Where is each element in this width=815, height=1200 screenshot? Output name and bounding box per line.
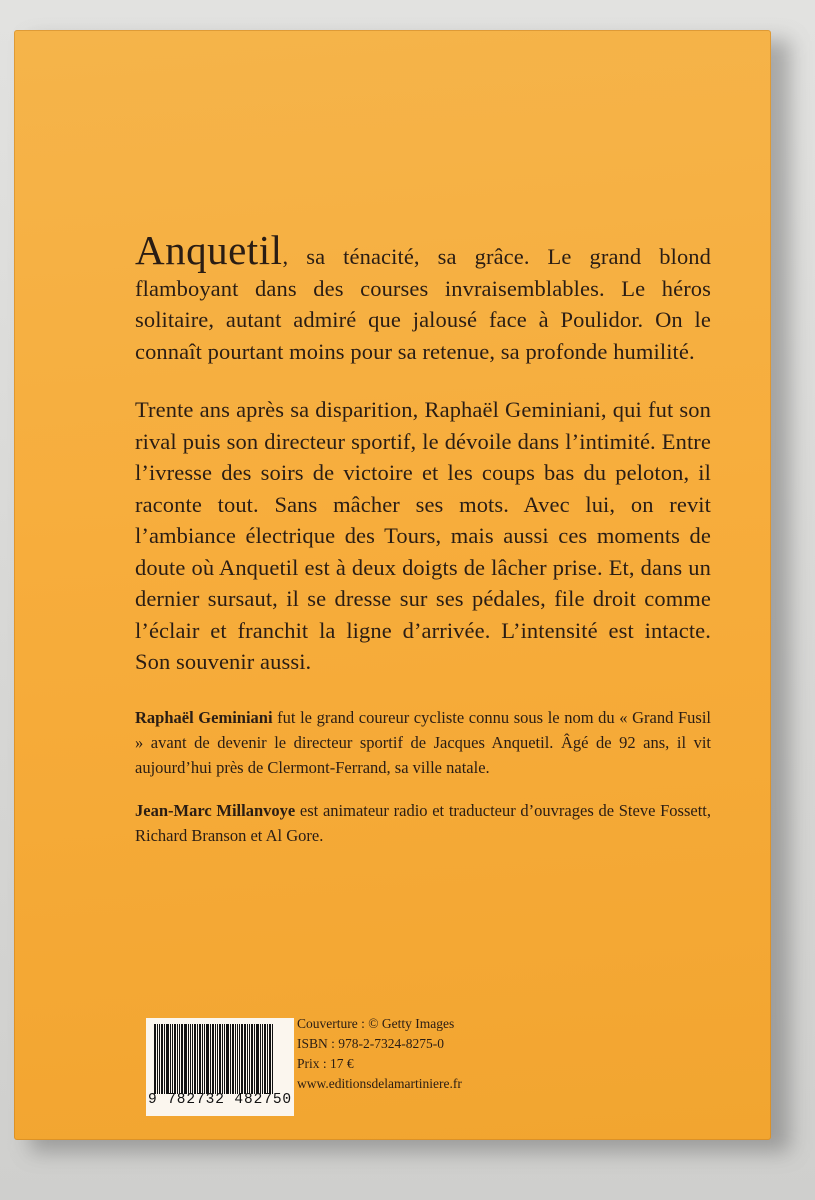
barcode bbox=[146, 1018, 294, 1116]
barcode-bar bbox=[204, 1024, 205, 1094]
barcode-bar bbox=[212, 1024, 214, 1094]
lead-word: Anquetil bbox=[135, 227, 283, 273]
barcode-bar bbox=[217, 1024, 218, 1094]
barcode-bar bbox=[172, 1024, 173, 1094]
barcode-bar bbox=[166, 1024, 169, 1094]
barcode-bar bbox=[188, 1024, 189, 1094]
barcode-bar bbox=[256, 1024, 259, 1094]
barcode-bar bbox=[164, 1024, 165, 1094]
imprint-block bbox=[297, 1014, 462, 1094]
author-name-millanvoye: Jean-Marc Millanvoye bbox=[135, 800, 296, 820]
barcode-bar bbox=[179, 1024, 180, 1094]
barcode-bar bbox=[260, 1024, 261, 1094]
barcode-bar bbox=[241, 1024, 243, 1094]
barcode-bar bbox=[254, 1024, 255, 1094]
barcode-bar bbox=[199, 1024, 201, 1094]
isbn: ISBN : 978-2-7324-8275-0 bbox=[297, 1036, 444, 1051]
blurb-paragraph-2: Trente ans après sa disparition, Raphaël Geminiani, qui fut son rival puis son directeur sportif, le dévoile dans l’intimité. Entre l’ivresse des soirs de victoire et les coups bas du peloton, il raconte tout. Sans mâcher ses mots. Avec lui, on revit l’ambiance électrique des Tours, mais aussi ces moments de doute où Anquetil est à deux doigts de lâcher prise. Et, dans un dernier sursaut, il se dresse sur ses pédales, file droit comme l’éclair et franchit la ligne d’arrivée. L’intensité est intacte. Son souvenir aussi. bbox=[135, 397, 711, 674]
barcode-bar bbox=[202, 1024, 203, 1094]
author-bio-millanvoye bbox=[135, 798, 711, 848]
barcode-bar bbox=[247, 1024, 248, 1094]
barcode-bar bbox=[222, 1024, 223, 1094]
barcode-bar bbox=[272, 1024, 273, 1094]
barcode-bar bbox=[206, 1024, 209, 1094]
barcode-bar bbox=[239, 1024, 240, 1094]
barcode-bar bbox=[174, 1024, 176, 1094]
author-bio-geminiani-text: fut le grand coureur cycliste connu sous le nom du « Grand Fusil » avant de devenir le directeur sportif de Jacques Anquetil. Âgé de 92 ans, il vit aujourd’hui près de Clermont-Ferrand, sa ville natale. bbox=[135, 707, 711, 777]
barcode-bar bbox=[224, 1024, 225, 1094]
barcode-bar bbox=[226, 1024, 229, 1094]
barcode-bar bbox=[184, 1024, 187, 1094]
book-back-cover bbox=[14, 30, 771, 1140]
barcode-bar bbox=[159, 1024, 160, 1094]
barcode-bar bbox=[194, 1024, 196, 1094]
barcode-bar bbox=[237, 1024, 238, 1094]
publisher-website: www.editionsdelamartiniere.fr bbox=[297, 1076, 462, 1091]
barcode-bar bbox=[269, 1024, 271, 1094]
barcode-bar bbox=[235, 1024, 236, 1094]
barcode-bar bbox=[267, 1024, 268, 1094]
barcode-bar bbox=[190, 1024, 191, 1094]
barcode-bar bbox=[232, 1024, 234, 1094]
barcode-bar bbox=[251, 1024, 253, 1094]
author-bio-millanvoye-text: est animateur radio et traducteur d’ouvrages de Steve Fossett, Richard Branson et Al Gore. bbox=[135, 800, 711, 845]
barcode-bar bbox=[192, 1024, 193, 1094]
barcode-bar bbox=[219, 1024, 221, 1094]
barcode-bar bbox=[161, 1024, 163, 1094]
barcode-bar bbox=[170, 1024, 171, 1094]
barcode-bar bbox=[264, 1024, 266, 1094]
author-name-geminiani: Raphaël Geminiani bbox=[135, 707, 273, 727]
blurb-paragraph-1 bbox=[135, 227, 711, 367]
barcode-bar bbox=[181, 1024, 183, 1094]
cover-credit: Couverture : © Getty Images bbox=[297, 1016, 455, 1031]
barcode-bar bbox=[244, 1024, 246, 1094]
barcode-bar bbox=[157, 1024, 158, 1094]
barcode-bar bbox=[197, 1024, 198, 1094]
barcode-bar bbox=[262, 1024, 263, 1094]
blurb-paragraph-1-text: , sa ténacité, sa grâce. Le grand blond flamboyant dans des courses invraisemblables. Le héros solitaire, autant admiré que jalousé face à Poulidor. On le connaît pourtant moins pour sa retenue, sa profonde humilité. bbox=[135, 244, 711, 364]
barcode-bar bbox=[154, 1024, 156, 1094]
barcode-digits: 9 782732 482750 bbox=[148, 1092, 293, 1108]
barcode-bar bbox=[177, 1024, 178, 1094]
barcode-bar bbox=[210, 1024, 211, 1094]
barcode-bar bbox=[230, 1024, 231, 1094]
price: Prix : 17 € bbox=[297, 1056, 354, 1071]
author-bio-geminiani bbox=[135, 705, 711, 780]
blurb-text-block bbox=[135, 227, 711, 866]
barcode-bars bbox=[154, 1024, 286, 1094]
barcode-bar bbox=[215, 1024, 216, 1094]
barcode-bar bbox=[249, 1024, 250, 1094]
